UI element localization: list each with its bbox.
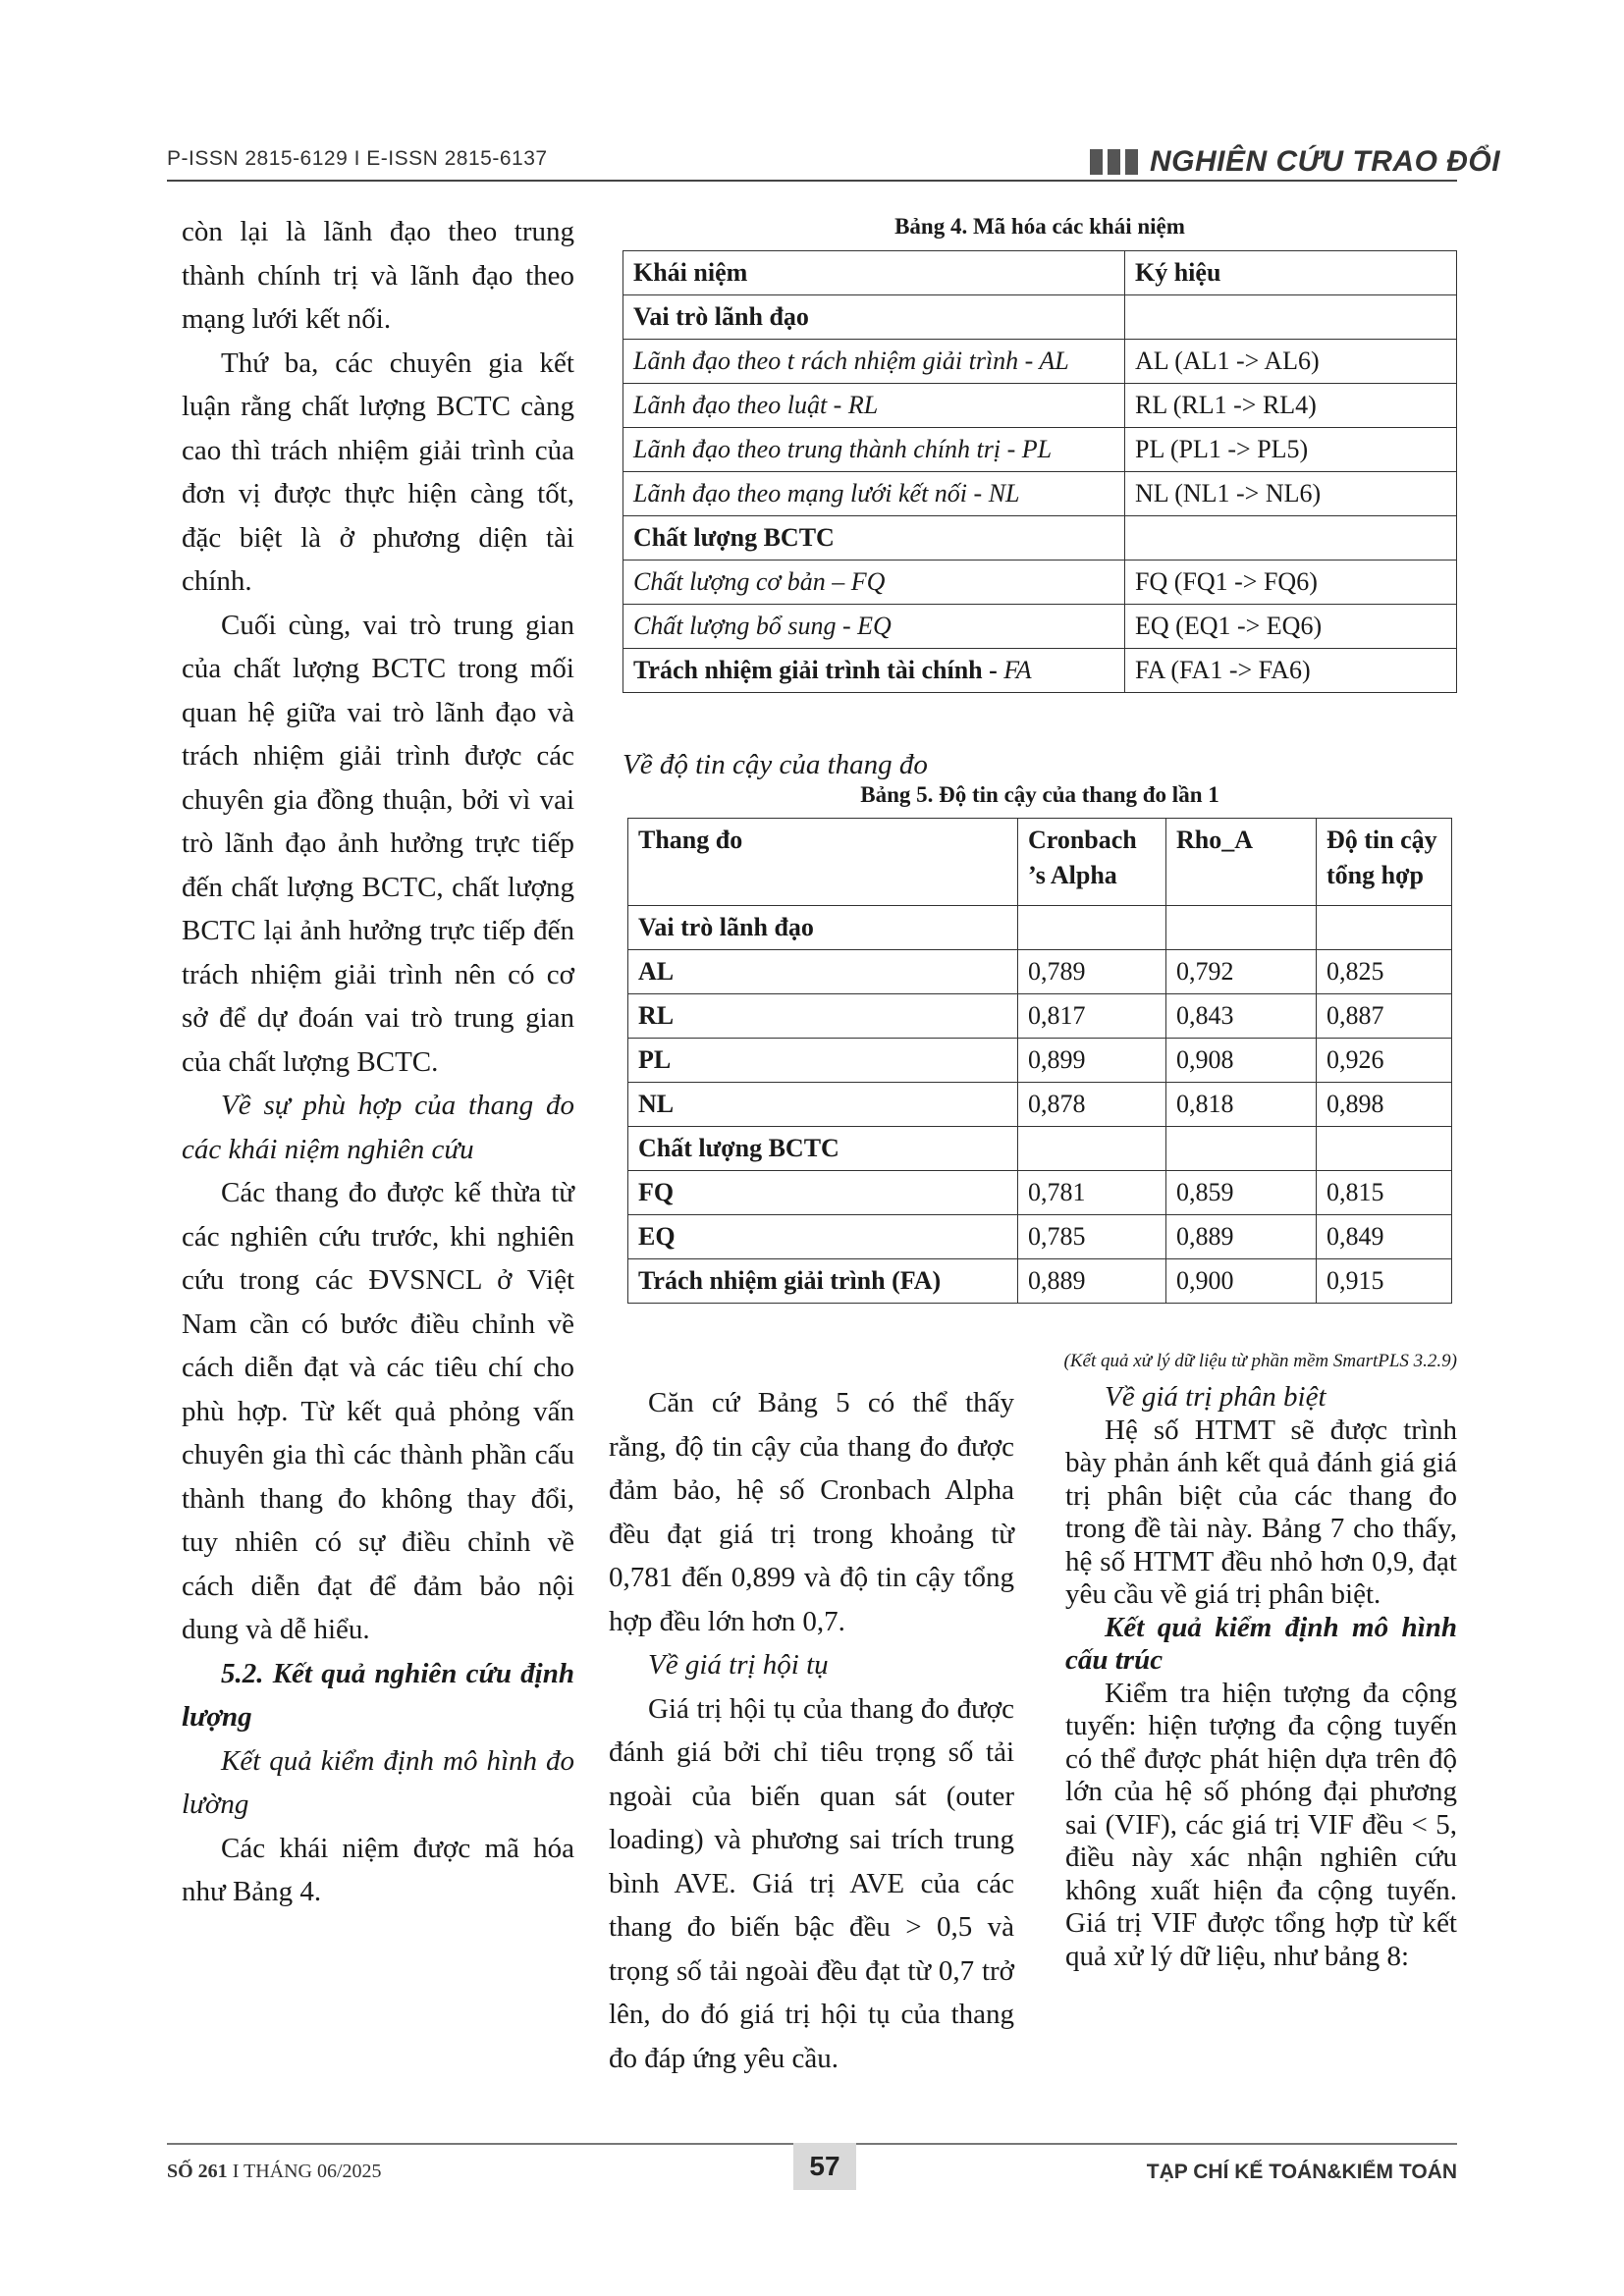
table-row: [628, 1215, 1452, 1259]
table-cell: 0,898: [1317, 1083, 1452, 1127]
table-cell: [1166, 906, 1317, 950]
paragraph: Kiểm tra hiện tượng đa cộng tuyến: hiện tượng đa cộng tuyến có thể được phát hiện dựa trên độ lớn của hệ số phóng đại phương sai (VIF), các giá trị VIF đều < 5, điều này xác nhận nghiên cứu không xuất hiện đa cộng tuyến. Giá trị VIF được tổng hợp từ kết quả xử lý dữ liệu, như bảng 8:: [1065, 1677, 1457, 1972]
table-cell: 0,849: [1317, 1215, 1452, 1259]
cell-text-bold: Trách nhiệm giải trình tài chính -: [633, 656, 1004, 684]
table-cell: 0,908: [1166, 1039, 1317, 1083]
table-row: [628, 994, 1452, 1039]
table-row: [623, 340, 1457, 384]
cell-text-italic: FA: [1003, 656, 1032, 684]
table-header-cell: Rho_A: [1166, 819, 1317, 906]
table-cell: FA (FA1 -> FA6): [1125, 649, 1457, 693]
table-row: [628, 950, 1452, 994]
table-cell: 0,825: [1317, 950, 1452, 994]
table-cell: Vai trò lãnh đạo: [623, 295, 1125, 340]
table-cell: 0,900: [1166, 1259, 1317, 1304]
header-divider: [167, 180, 1457, 182]
table-cell: RL (RL1 -> RL4): [1125, 384, 1457, 428]
table-row: [628, 1171, 1452, 1215]
column-right: [1065, 1381, 1457, 1973]
table-cell: PL (PL1 -> PL5): [1125, 428, 1457, 472]
paragraph: Các khái niệm được mã hóa như Bảng 4.: [182, 1832, 574, 1907]
table-cell: Vai trò lãnh đạo: [628, 906, 1018, 950]
table-cell: [1317, 1127, 1452, 1171]
page-number: 57: [793, 2143, 856, 2190]
table-cell: [623, 649, 1125, 693]
table-row: [628, 1259, 1452, 1304]
table-row: [623, 649, 1457, 693]
subheading: Về độ tin cậy của thang đo: [623, 749, 928, 780]
table-cell: 0,815: [1317, 1171, 1452, 1215]
table-cell: [1018, 1127, 1166, 1171]
section-bars-icon: [1090, 149, 1138, 175]
table-cell: 0,926: [1317, 1039, 1452, 1083]
paragraph: Hệ số HTMT sẽ được trình bày phản ánh kết quả đánh giá giá trị phân biệt của các thang đo trong đề tài này. Bảng 7 cho thấy, hệ số HTMT đều nhỏ hơn 0,9, đạt yêu cầu về giá trị phân biệt.: [1065, 1414, 1457, 1610]
table-cell: 0,818: [1166, 1083, 1317, 1127]
table-cell: [1166, 1127, 1317, 1171]
table-header-cell: Ký hiệu: [1125, 251, 1457, 295]
table-header-cell: Khái niệm: [623, 251, 1125, 295]
table-cell: Lãnh đạo theo mạng lưới kết nối - NL: [623, 472, 1125, 516]
table-cell: Lãnh đạo theo t rách nhiệm giải trình - AL: [623, 340, 1125, 384]
table-row: [623, 472, 1457, 516]
table-cell: 0,915: [1317, 1259, 1452, 1304]
paragraph: còn lại là lãnh đạo theo trung thành chính trị và lãnh đạo theo mạng lưới kết nối.: [182, 216, 574, 335]
section-header: [1090, 145, 1500, 179]
table-row: [623, 295, 1457, 340]
table-cell: Lãnh đạo theo trung thành chính trị - PL: [623, 428, 1125, 472]
journal-name: TẠP CHÍ KẾ TOÁN&KIỂM TOÁN: [1146, 2161, 1457, 2183]
table-cell: Chất lượng BCTC: [628, 1127, 1018, 1171]
table-row: [623, 516, 1457, 561]
table-row: [628, 1083, 1452, 1127]
table-cell: FQ (FQ1 -> FQ6): [1125, 561, 1457, 605]
issn-label: P-ISSN 2815-6129 I E-ISSN 2815-6137: [167, 147, 548, 170]
table-cell: EQ (EQ1 -> EQ6): [1125, 605, 1457, 649]
table-cell: 0,889: [1166, 1215, 1317, 1259]
subheading: Về giá trị hội tụ: [648, 1649, 829, 1681]
table-cell: 0,817: [1018, 994, 1166, 1039]
column-left: [182, 210, 574, 1914]
column-middle: [609, 1381, 1014, 2080]
paragraph: Các thang đo được kế thừa từ các nghiên cứu trước, khi nghiên cứu trong các ĐVSNCL ở Việt Nam cần có bước điều chỉnh về cách diễn đạt và các tiêu chí cho phù hợp. Từ kết quả phỏng vấn chuyên gia thì các thành phần cấu thành thang đo không thay đổi, tuy nhiên có sự điều chỉnh về cách diễn đạt để đảm bảo nội dung và dễ hiểu.: [182, 1177, 574, 1645]
table-cell: NL (NL1 -> NL6): [1125, 472, 1457, 516]
paragraph: Cuối cùng, vai trò trung gian của chất lượng BCTC trong mối quan hệ giữa vai trò lãnh đạo và trách nhiệm giải trình được các chuyên gia đồng thuận, bởi vì vai trò lãnh đạo ảnh hưởng trực tiếp đến chất lượng BCTC, chất lượng BCTC lại ảnh hưởng trực tiếp đến trách nhiệm giải trình nên có cơ sở để dự đoán vai trò trung gian của chất lượng BCTC.: [182, 609, 574, 1078]
subheading: Kết quả kiểm định mô hình đo lường: [182, 1744, 574, 1820]
table-cell: 0,899: [1018, 1039, 1166, 1083]
table-cell: 0,887: [1317, 994, 1452, 1039]
table-cell: 0,859: [1166, 1171, 1317, 1215]
paragraph: Giá trị hội tụ của thang đo được đánh giá bởi chỉ tiêu trọng số tải ngoài của biến quan sát (outer loading) và phương sai trích trung bình AVE. Giá trị AVE của các thang đo biến bậc đều > 0,5 và trọng số tải ngoài đều đạt từ 0,7 trở lên, do đó giá trị hội tụ của thang đo đáp ứng yêu cầu.: [609, 1692, 1014, 2074]
table-group-row: [628, 906, 1452, 950]
table-group-row: [628, 1127, 1452, 1171]
table-cell: 0,785: [1018, 1215, 1166, 1259]
paragraph: Thứ ba, các chuyên gia kết luận rằng chất lượng BCTC càng cao thì trách nhiệm giải trình của đơn vị được thực hiện càng tốt, đặc biệt là ở phương diện tài chính.: [182, 347, 574, 597]
table-cell: AL: [628, 950, 1018, 994]
issue-number: SỐ 261: [167, 2161, 228, 2182]
table-cell: 0,878: [1018, 1083, 1166, 1127]
table5-caption: Bảng 5. Độ tin cậy của thang đo lần 1: [860, 782, 1219, 807]
table-cell: FQ: [628, 1171, 1018, 1215]
section-heading: 5.2. Kết quả nghiên cứu định lượng: [182, 1657, 574, 1733]
paragraph: Căn cứ Bảng 5 có thể thấy rằng, độ tin cậy của thang đo được đảm bảo, hệ số Cronbach Alpha đều đạt giá trị trong khoảng từ 0,781 đến 0,899 và độ tin cậy tổng hợp đều lớn hơn 0,7.: [609, 1387, 1014, 1637]
table-row: [623, 428, 1457, 472]
table-cell: EQ: [628, 1215, 1018, 1259]
table-row: [628, 1039, 1452, 1083]
table-row: [623, 384, 1457, 428]
section-title: NGHIÊN CỨU TRAO ĐỔI: [1150, 145, 1501, 178]
table-header-cell: Thang đo: [628, 819, 1018, 906]
table-cell: Chất lượng cơ bản – FQ: [623, 561, 1125, 605]
footer-issue: [167, 2161, 382, 2183]
issue-month: I THÁNG 06/2025: [227, 2161, 382, 2182]
table-cell: Chất lượng bổ sung - EQ: [623, 605, 1125, 649]
subheading: Về sự phù hợp của thang đo các khái niệm nghiên cứu: [182, 1090, 574, 1165]
table-cell: 0,789: [1018, 950, 1166, 994]
table4: [623, 250, 1457, 693]
table-cell: [1125, 516, 1457, 561]
table-cell: 0,843: [1166, 994, 1317, 1039]
table-cell: NL: [628, 1083, 1018, 1127]
table-cell: 0,792: [1166, 950, 1317, 994]
table4-caption: Bảng 4. Mã hóa các khái niệm: [894, 214, 1185, 239]
table-row: [623, 605, 1457, 649]
table-header-row: [623, 251, 1457, 295]
table-cell: [1125, 295, 1457, 340]
table-cell: Trách nhiệm giải trình (FA): [628, 1259, 1018, 1304]
table-header-cell: Cronbach ’s Alpha: [1018, 819, 1166, 906]
table-cell: PL: [628, 1039, 1018, 1083]
section-heading: Kết quả kiểm định mô hình cấu trúc: [1065, 1611, 1457, 1676]
table-cell: [1317, 906, 1452, 950]
table5: [627, 818, 1452, 1304]
table-cell: 0,889: [1018, 1259, 1166, 1304]
table-cell: Chất lượng BCTC: [623, 516, 1125, 561]
table-header-cell: Độ tin cậy tổng hợp: [1317, 819, 1452, 906]
table-cell: [1018, 906, 1166, 950]
table-row: [623, 561, 1457, 605]
table-cell: Lãnh đạo theo luật - RL: [623, 384, 1125, 428]
subheading: Về giá trị phân biệt: [1105, 1381, 1326, 1413]
table5-source-note: (Kết quả xử lý dữ liệu từ phần mềm SmartPLS 3.2.9): [1063, 1351, 1457, 1371]
table-cell: 0,781: [1018, 1171, 1166, 1215]
table-cell: AL (AL1 -> AL6): [1125, 340, 1457, 384]
table-cell: RL: [628, 994, 1018, 1039]
table-header-row: [628, 819, 1452, 906]
